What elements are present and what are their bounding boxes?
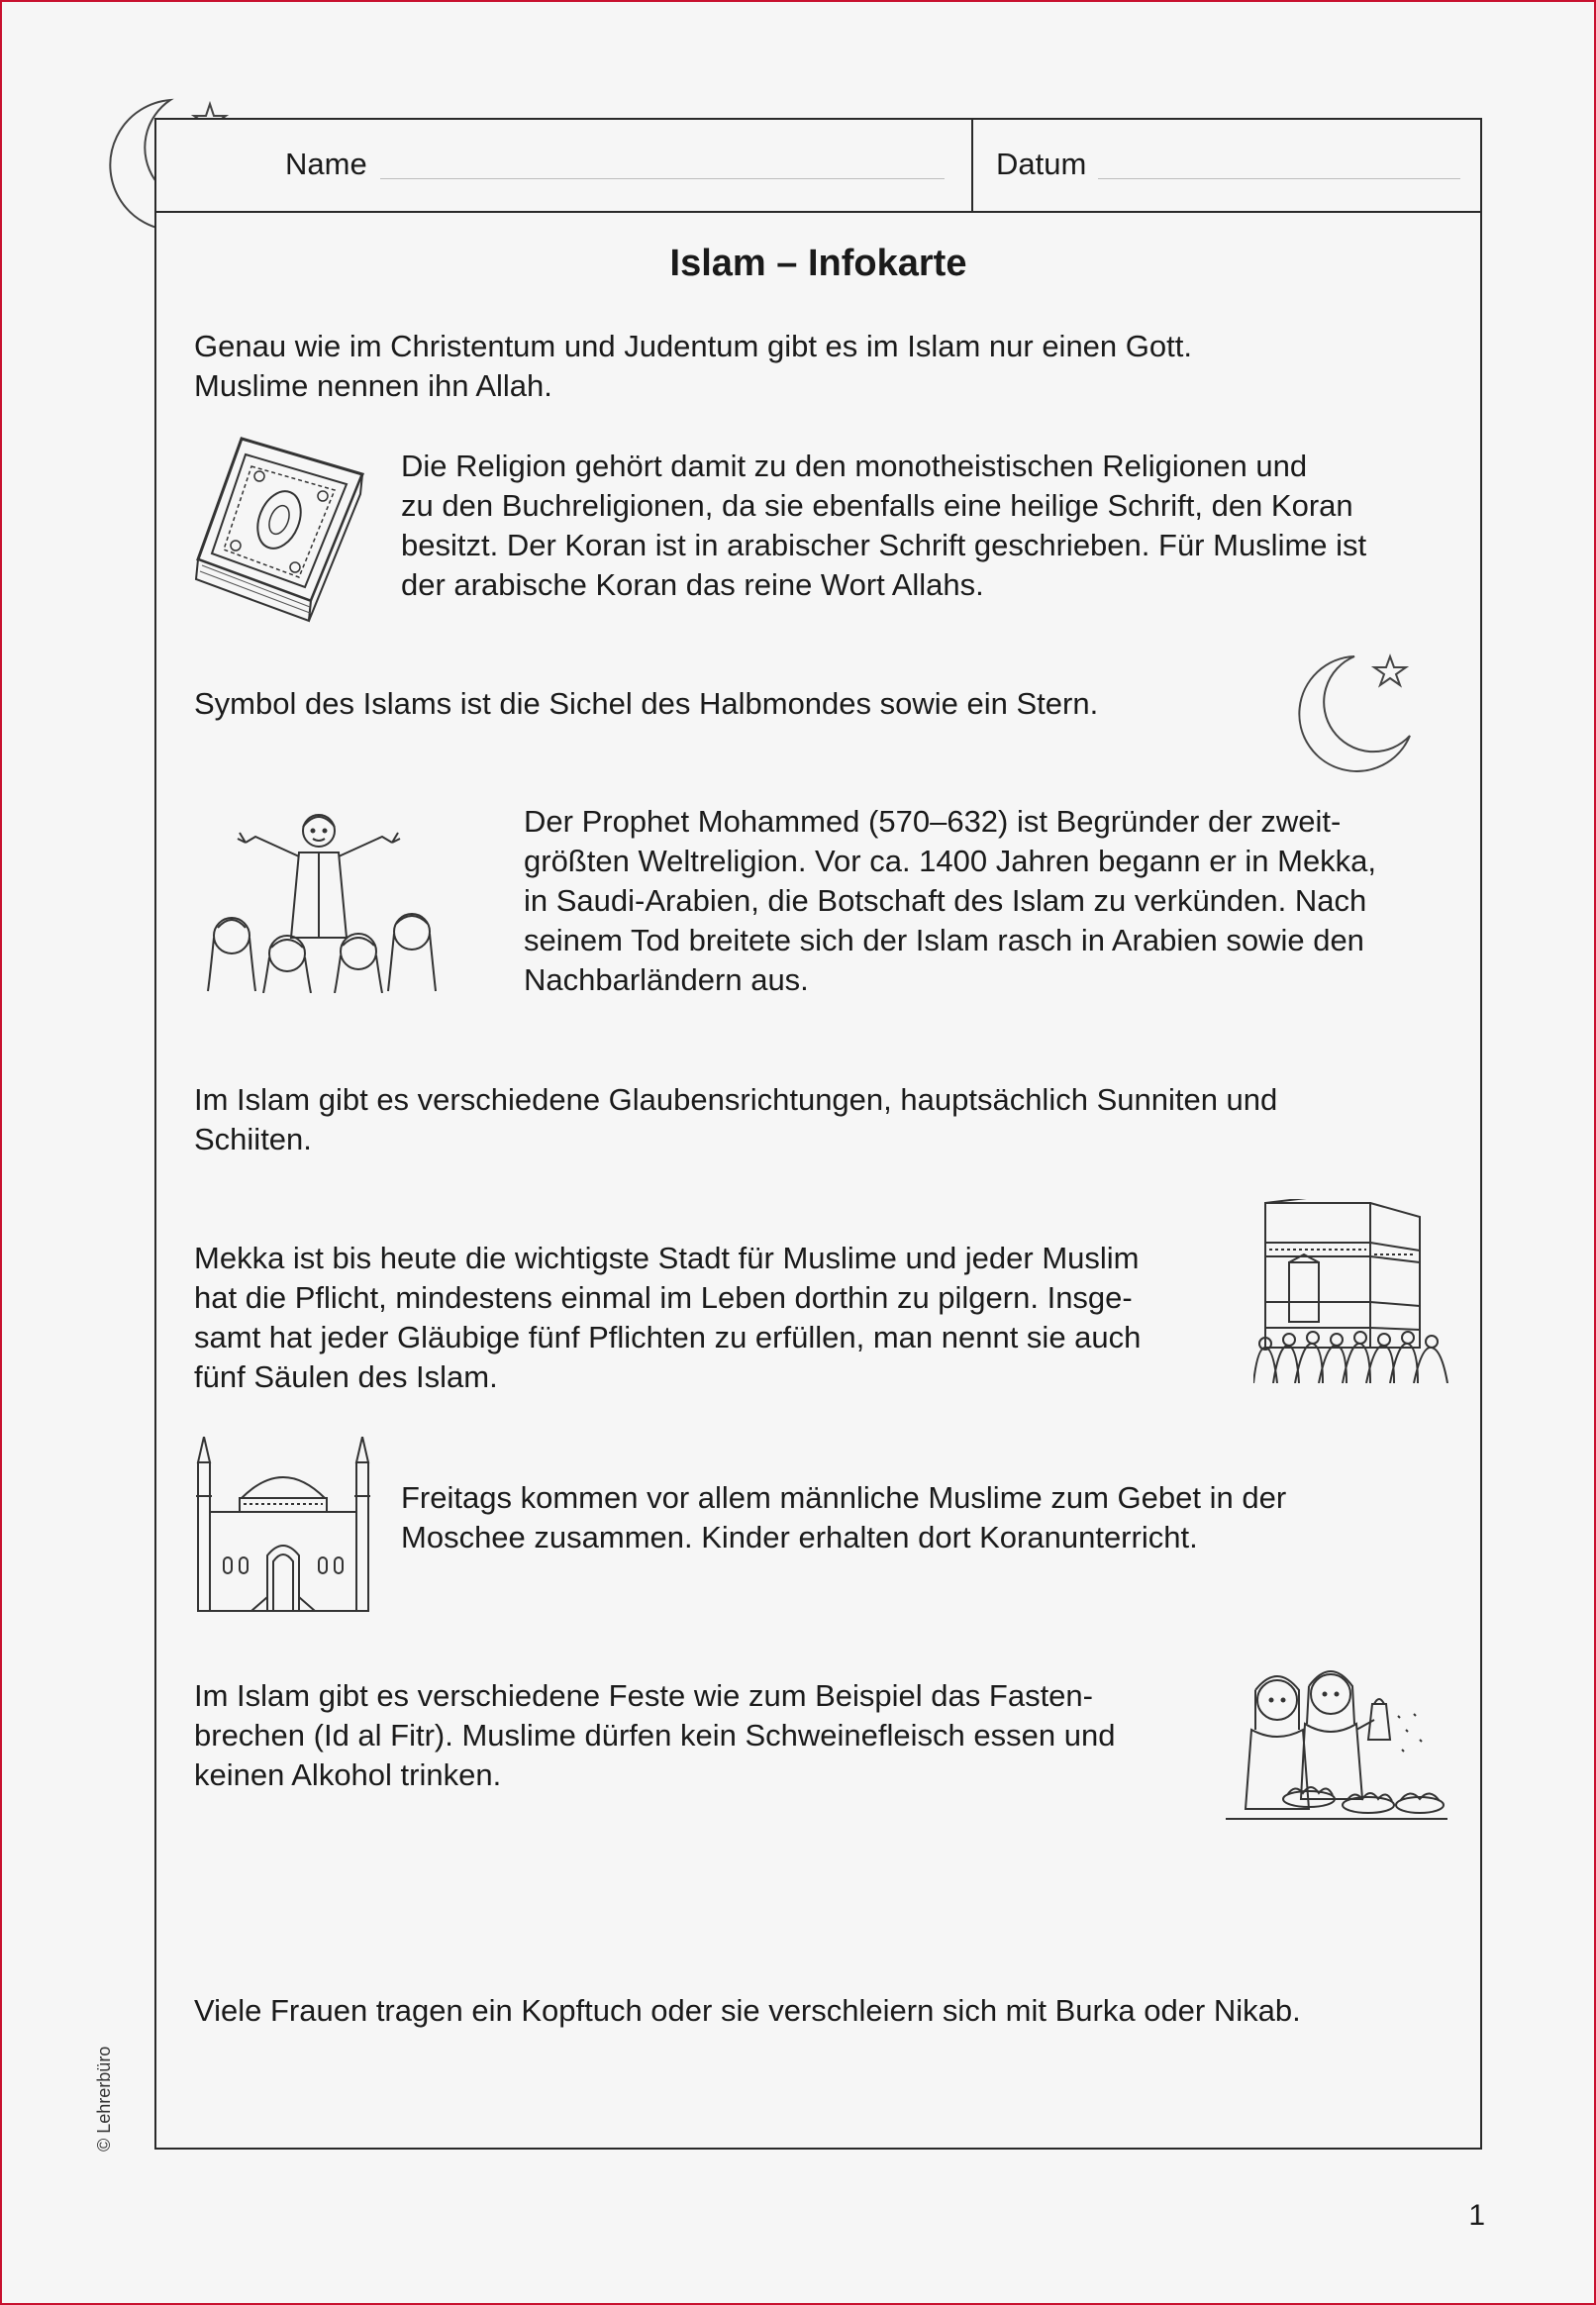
text-line: Viele Frauen tragen ein Kopftuch oder sie verschleiern sich mit Burka oder Nikab. [194,1993,1301,2028]
koran-book-icon [192,433,366,623]
text-line: besitzt. Der Koran ist in arabischer Schrift geschrieben. Für Muslime ist [401,528,1367,562]
kaaba-pilgrims-icon [1253,1199,1451,1383]
text-line: Im Islam gibt es verschiedene Feste wie zum Beispiel das Fasten- [194,1678,1093,1713]
text-line: Symbol des Islams ist die Sichel des Halbmondes sowie ein Stern. [194,686,1099,721]
text-line: Die Religion gehört damit zu den monotheistischen Religionen und [401,449,1308,483]
prophet-preaching-icon [200,809,448,993]
crescent-star-icon [1297,651,1426,773]
text-line: Muslime nennen ihn Allah. [194,368,552,403]
text-line: in Saudi-Arabien, die Botschaft des Islam zu verkünden. Nach [524,883,1367,918]
text-line: der arabische Koran das reine Wort Allahs. [401,567,984,602]
text-line: Mekka ist bis heute die wichtigste Stadt für Muslime und jeder Muslim [194,1241,1140,1275]
text-line: samt hat jeder Gläubige fünf Pflichten zu erfüllen, man nennt sie auch [194,1320,1142,1354]
paragraph-prophet [524,802,1376,1000]
content-frame [154,118,1482,2150]
text-line: Moschee zusammen. Kinder erhalten dort Koranunterricht. [401,1520,1198,1554]
paragraph-religion [401,447,1366,605]
date-field[interactable] [1098,178,1460,179]
paragraph-festivals [194,1676,1115,1795]
text-line: fünf Säulen des Islam. [194,1359,498,1394]
text-line: Nachbarländern aus. [524,962,809,997]
name-field[interactable] [380,178,945,179]
text-line: hat die Pflicht, mindestens einmal im Leben dorthin zu pilgern. Insge- [194,1280,1133,1315]
text-line: zu den Buchreligionen, da sie ebenfalls eine heilige Schrift, den Koran [401,488,1353,523]
paragraph-mecca [194,1239,1141,1397]
paragraph-headscarf [194,1991,1301,2031]
header-divider [971,120,973,211]
text-line: Freitags kommen vor allem männliche Muslime zum Gebet in der [401,1480,1287,1515]
paragraph-symbol [194,684,1098,724]
text-line: brechen (Id al Fitr). Muslime dürfen kein Schweinefleisch essen und [194,1718,1116,1753]
mosque-icon [192,1437,374,1613]
text-line: Schiiten. [194,1122,312,1156]
text-line: Genau wie im Christentum und Judentum gibt es im Islam nur einen Gott. [194,329,1192,363]
paragraph-mosque [401,1478,1286,1557]
text-line: seinem Tod breitete sich der Islam rasch in Arabien sowie den [524,923,1364,957]
text-line: Der Prophet Mohammed (570–632) ist Begründer der zweit- [524,804,1342,839]
paragraph-intro [194,327,1192,406]
text-line: Im Islam gibt es verschiedene Glaubensrichtungen, hauptsächlich Sunniten und [194,1082,1278,1117]
copyright-notice: © Lehrerbüro [94,2046,114,2152]
header-row [156,120,1480,213]
page-title: Islam – Infokarte [669,243,967,284]
date-label: Datum [996,147,1087,181]
text-line: größten Weltreligion. Vor ca. 1400 Jahren begann er in Mekka, [524,844,1377,878]
name-label: Name [285,147,367,181]
page-number: 1 [1468,2199,1485,2232]
text-line: keinen Alkohol trinken. [194,1757,502,1792]
paragraph-denominations [194,1080,1277,1159]
feast-icon [1226,1660,1447,1827]
